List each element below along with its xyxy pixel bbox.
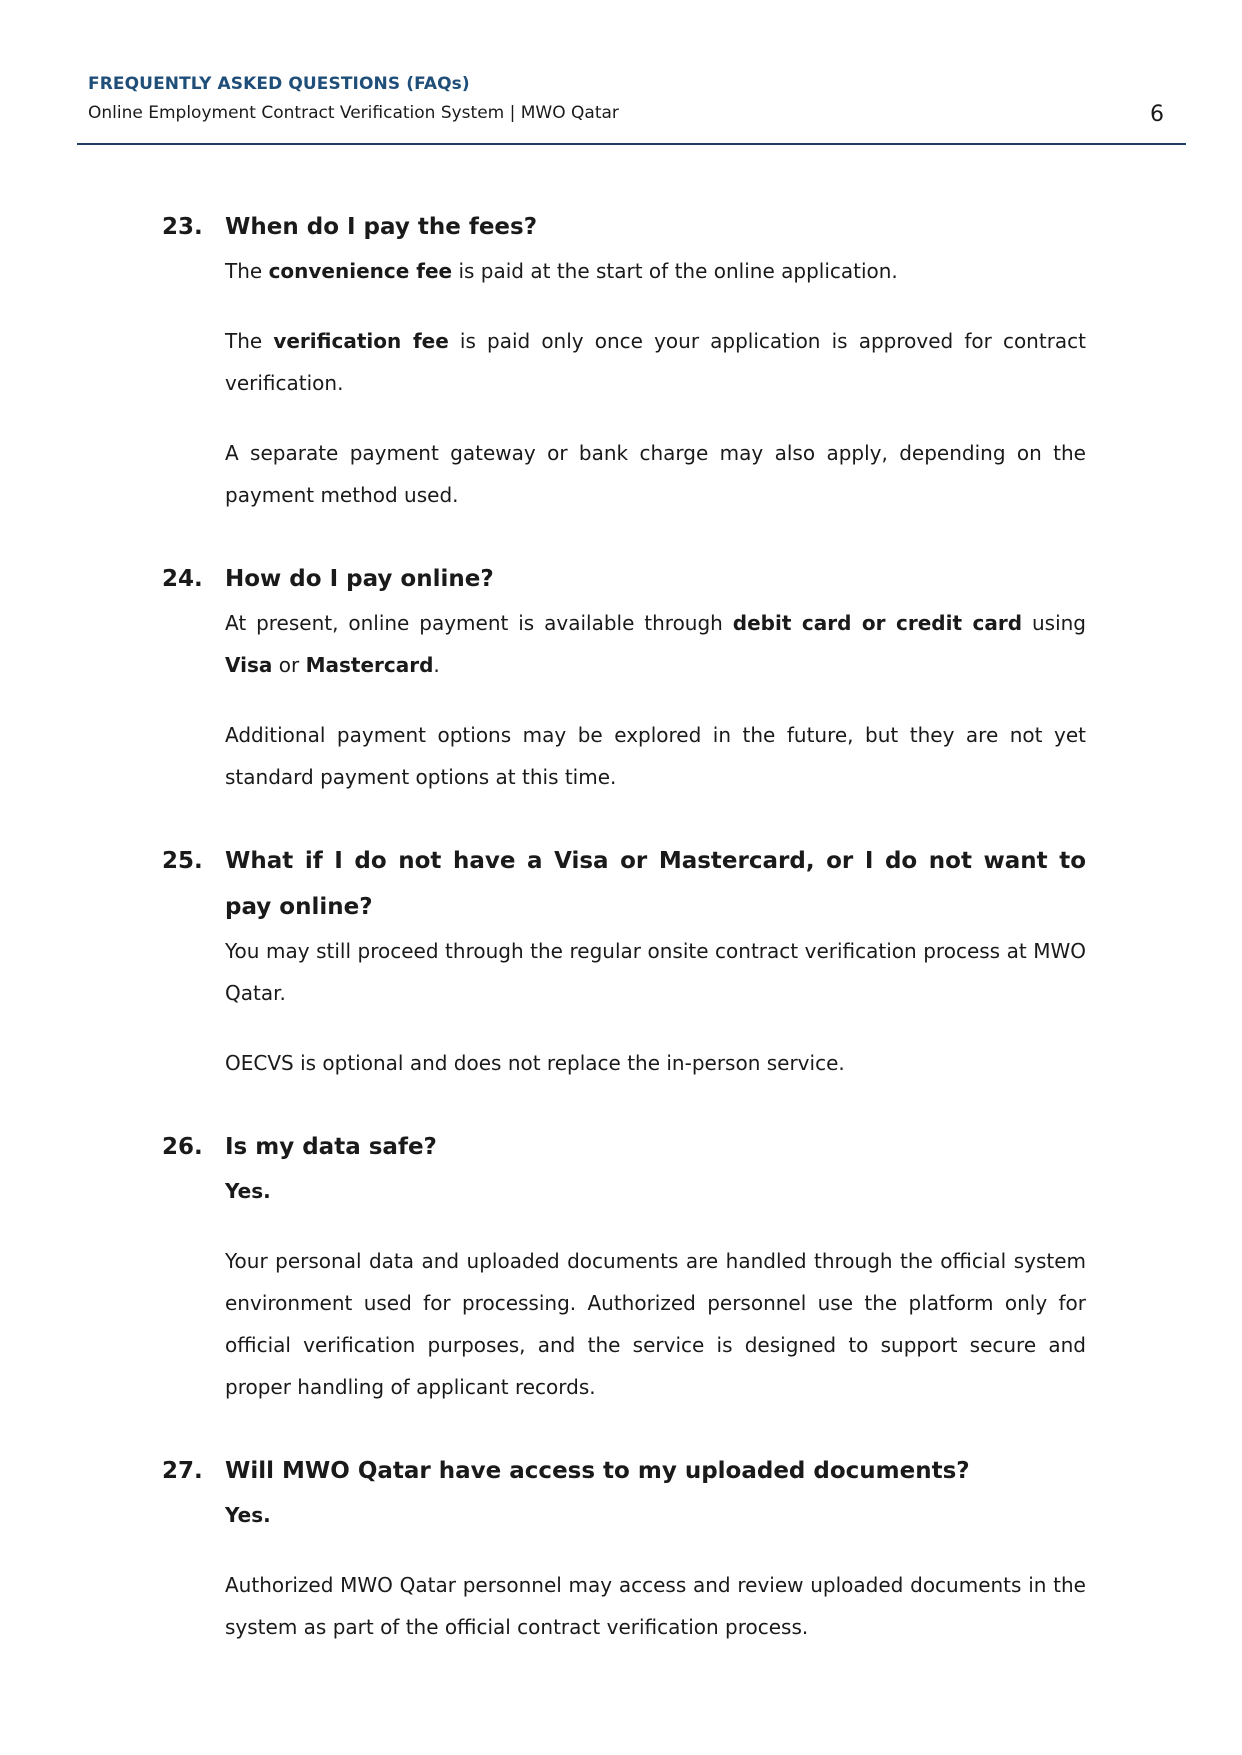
page-number: 6	[1150, 102, 1164, 127]
faq-short-answer: Yes.	[225, 1179, 271, 1203]
faq-number: 25.	[162, 848, 203, 874]
faq-answer-paragraph: Additional payment options may be explored in the future, but they are not yet standard payment options at this time.	[225, 723, 1086, 789]
faq-answer-paragraph: Authorized MWO Qatar personnel may access and review uploaded documents in the system as part of the official contract verification process.	[225, 1573, 1086, 1639]
document-title: FREQUENTLY ASKED QUESTIONS (FAQs)	[88, 74, 470, 94]
faq-answer-paragraph: A separate payment gateway or bank charge may also apply, depending on the payment method used.	[225, 441, 1086, 507]
faq-answer-paragraph: OECVS is optional and does not replace the in-person service.	[225, 1051, 845, 1075]
faq-list	[162, 204, 1086, 1688]
faq-item-24	[162, 556, 1086, 798]
faq-short-answer: Yes.	[225, 1503, 271, 1527]
faq-answer-paragraph: The convenience fee is paid at the start of the online application.	[225, 259, 898, 283]
document-subtitle: Online Employment Contract Verification System | MWO Qatar	[88, 103, 619, 123]
faq-answer-paragraph: At present, online payment is available through debit card or credit card using Visa or Mastercard.	[225, 611, 1086, 677]
faq-answer-paragraph: The verification fee is paid only once your application is approved for contract verification.	[225, 329, 1087, 395]
faq-answer-paragraph: You may still proceed through the regular onsite contract verification process at MWO Qatar.	[225, 939, 1086, 1005]
faq-question: Will MWO Qatar have access to my uploaded documents?	[225, 1458, 970, 1484]
faq-number: 23.	[162, 214, 203, 240]
faq-question: How do I pay online?	[225, 566, 494, 592]
faq-item-23	[162, 204, 1086, 516]
faq-item-26	[162, 1124, 1086, 1408]
faq-question: Is my data safe?	[225, 1134, 437, 1160]
faq-question: When do I pay the fees?	[225, 214, 538, 240]
faq-item-25	[162, 838, 1086, 1084]
faq-answer-paragraph: Your personal data and uploaded documents are handled through the official system environment used for processing. Authorized personnel use the platform only for official verification purposes, and the service is designed to support secure and proper handling of applicant records.	[225, 1249, 1086, 1399]
faq-number: 24.	[162, 566, 203, 592]
faq-item-27	[162, 1448, 1086, 1648]
faq-number: 27.	[162, 1458, 203, 1484]
header-divider	[77, 143, 1186, 145]
faq-number: 26.	[162, 1134, 203, 1160]
page-header	[88, 74, 1168, 123]
faq-question: What if I do not have a Visa or Mastercard, or I do not want to pay online?	[225, 848, 1086, 920]
